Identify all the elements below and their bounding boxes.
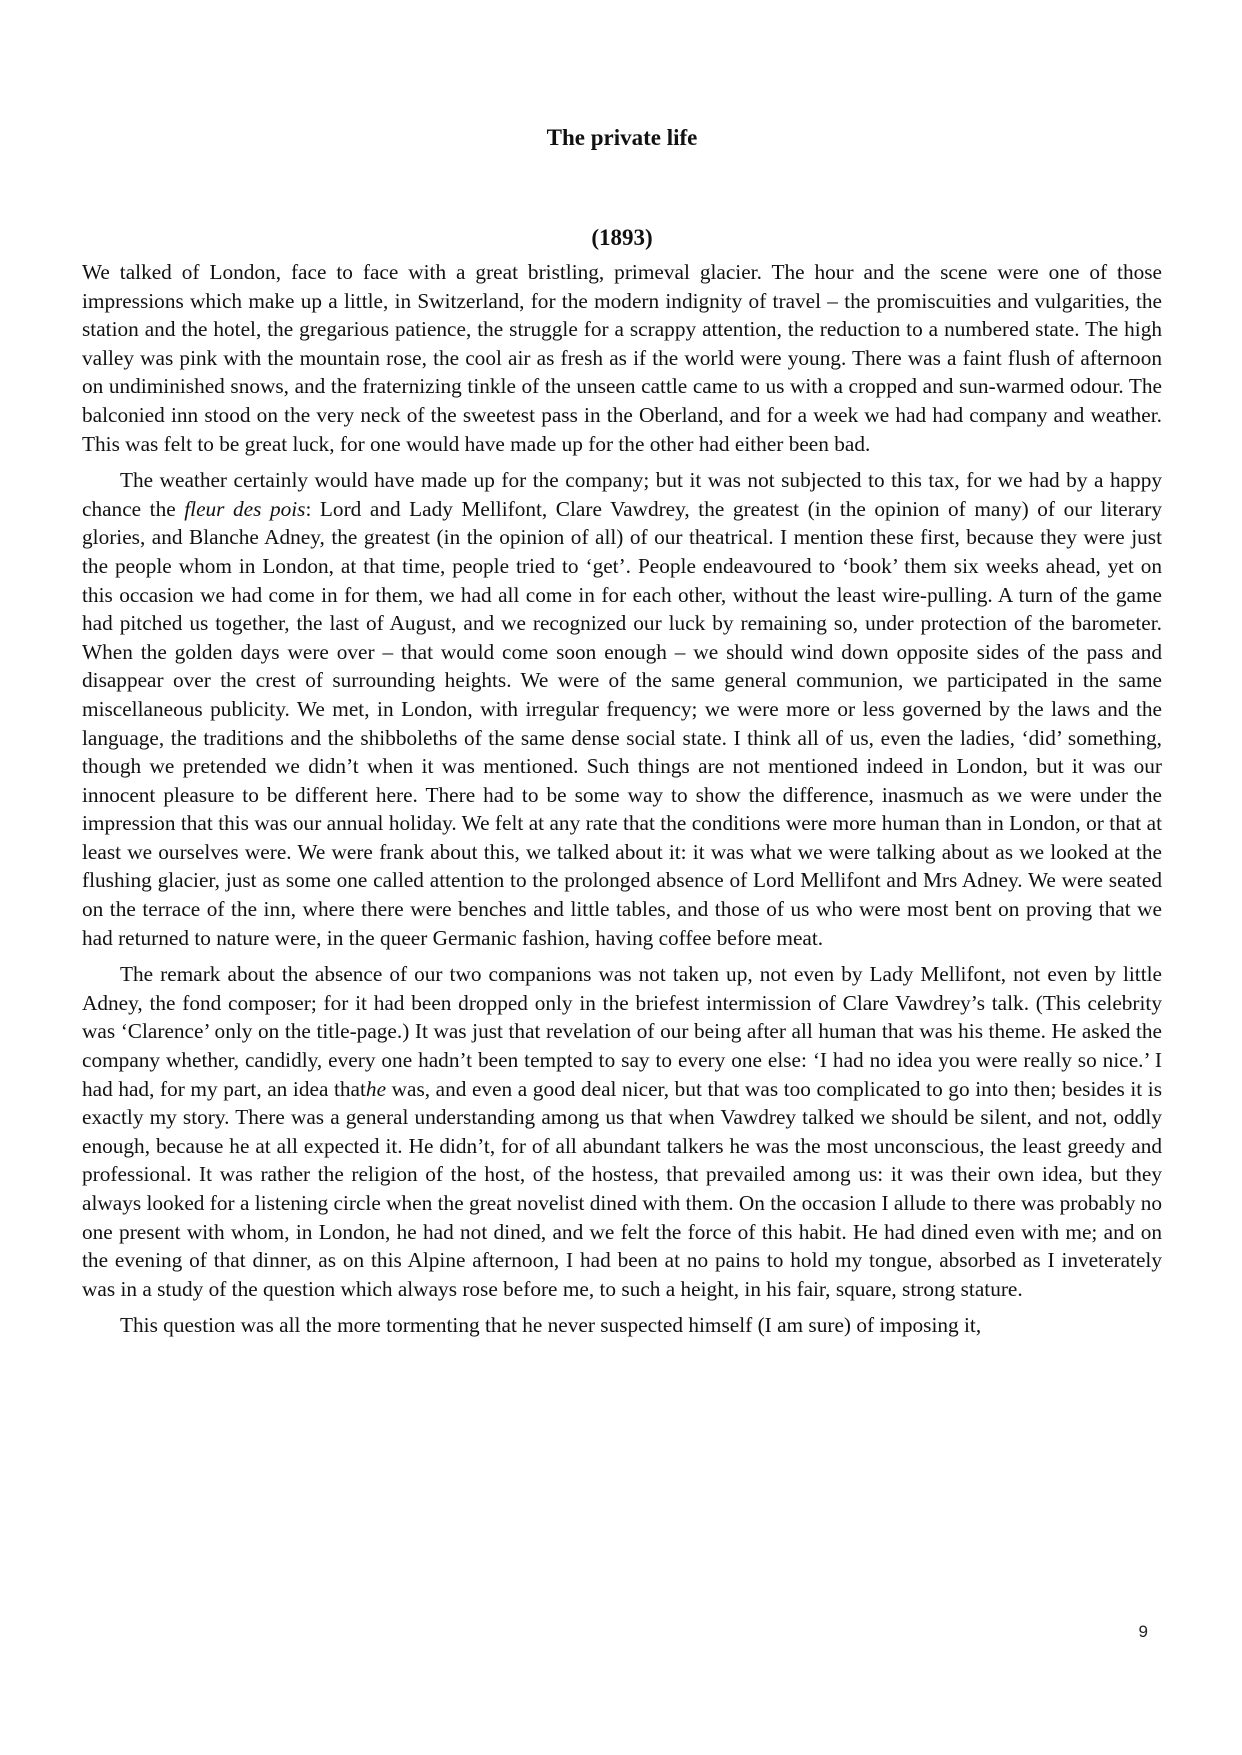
story-year: (1893) — [591, 225, 653, 250]
italic-phrase: fleur des pois — [184, 496, 306, 521]
paragraph-3-text-a: The remark about the absence of our two companions was not taken up, not even by Lady Mellifont, not even by little Adney, the fond composer; for it had been dropped only in the briefest intermission of Clare Vawdrey’s talk. (This celebrity was ‘Clarence’ only on the title-page.) It was just that revelation of our being after all human that was his theme. He asked the company whether, candidly, every one hadn’t been tempted to say to every one else: ‘I had no idea you were really so nice.’ I had had, for my part, an idea that — [82, 962, 1162, 1101]
paragraph-2-text-a: The weather certainly would have made up for the company; but it was not subjected to this tax, for we had by a happy chance the — [82, 468, 1162, 521]
paragraph-2-text-b: : Lord and Lady Mellifont, Clare Vawdrey, the greatest (in the opinion of many) of our literary glories, and Blanche Adney, the greatest (in the opinion of all) of our theatrical. I mention these first, because they were just the people whom in London, at that time, people tried to ‘get’. People endeavoured to ‘book’ them six weeks ahead, yet on this occasion we had come in for them, we had all come in for each other, without the least wire-pulling. A turn of the game had pitched us together, the last of August, and we recognized our luck by remaining so, under protection of the barometer. When the golden days were over – that would come soon enough – we should wind down opposite sides of the pass and disappear over the crest of surrounding heights. We were of the same general communion, we participated in the same miscellaneous publicity. We met, in London, with irregular frequency; we were more or less governed by the laws and the language, the traditions and the shibboleths of the same dense social state. I think all of us, even the ladies, ‘did’ something, though we pretended we didn’t when it was mentioned. Such things are not mentioned indeed in London, but it was our innocent pleasure to be different here. There had to be some way to show the difference, inasmuch as we were under the impression that this was our annual holiday. We felt at any rate that the conditions were more human than in London, or that at least we ourselves were. We were frank about this, we talked about it: it was what we were talking about as we looked at the flushing glacier, just as some one called attention to the prolonged absence of Lord Mellifont and Mrs Adney. We were seated on the terrace of the inn, where there were benches and little tables, and those of us who were most bent on proving that we had returned to nature were, in the queer Germanic fashion, having coffee before meat. — [82, 496, 1162, 950]
paragraph-4-text: This question was all the more tormenting that he never suspected himself (I am sure) of imposing it, — [120, 1313, 982, 1338]
document-page — [82, 0, 1162, 1755]
page-number: 9 — [1138, 1622, 1148, 1641]
paragraph-1 — [82, 258, 1162, 458]
paragraph-3 — [82, 960, 1162, 1303]
body-text — [82, 258, 1162, 1348]
paragraph-4 — [82, 1311, 1162, 1340]
italic-word: he — [365, 1076, 387, 1101]
story-title: The private life — [546, 125, 698, 150]
paragraph-3-text-b: was, and even a good deal nicer, but that was too complicated to go into then; besides it is exactly my story. There was a general understanding among us that when Vawdrey talked we should be silent, and not, oddly enough, because he at all expected it. He didn’t, for of all abundant talkers he was the most unconscious, the least greedy and professional. It was rather the religion of the host, of the hostess, that prevailed among us: it was their own idea, but they always looked for a listening circle when the great novelist dined with them. On the occasion I allude to there was probably no one present with whom, in London, he had not dined, and we felt the force of this habit. He had dined even with me; and on the evening of that dinner, as on this Alpine afternoon, I had been at no pains to hold my tongue, absorbed as I inveterately was in a study of the question which always rose before me, to such a height, in his fair, square, strong stature. — [82, 1076, 1162, 1301]
paragraph-2 — [82, 466, 1162, 952]
paragraph-1-text: We talked of London, face to face with a great bristling, primeval glacier. The hour and the scene were one of those impressions which make up a little, in Switzerland, for the modern indignity of travel – the promiscuities and vulgarities, the station and the hotel, the gregarious patience, the struggle for a scrappy attention, the reduction to a numbered state. The high valley was pink with the mountain rose, the cool air as fresh as if the world were young. There was a faint flush of afternoon on undiminished snows, and the fraternizing tinkle of the unseen cattle came to us with a cropped and sun-warmed odour. The balconied inn stood on the very neck of the sweetest pass in the Oberland, and for a week we had had company and weather. This was felt to be great luck, for one would have made up for the other had either been bad. — [82, 260, 1162, 456]
